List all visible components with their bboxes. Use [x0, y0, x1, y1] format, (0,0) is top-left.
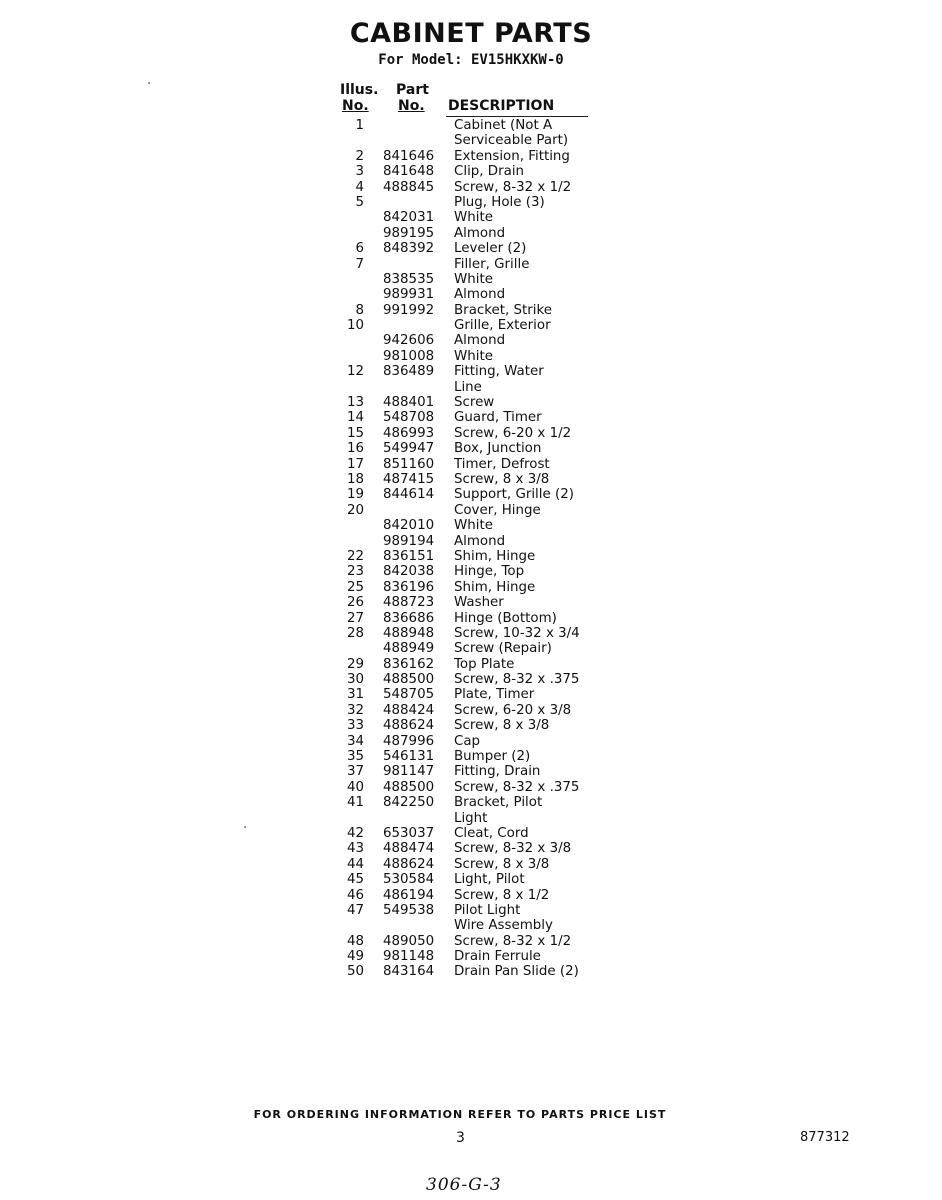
illus-no-cell: 37	[346, 764, 364, 780]
part-no-cell: 836162	[383, 656, 435, 672]
part-no-cell: 841646	[383, 148, 435, 164]
table-row	[336, 811, 596, 826]
illus-no-cell: 33	[346, 718, 364, 734]
table-row	[336, 672, 596, 687]
description-cell: Wire Assembly	[454, 918, 553, 934]
illus-no-cell: 25	[346, 579, 364, 595]
illus-no-cell: 49	[346, 949, 364, 965]
part-no-cell: 489050	[383, 933, 435, 949]
illus-no-cell: 43	[346, 841, 364, 857]
description-cell: Almond	[454, 225, 506, 241]
table-row	[336, 764, 596, 779]
table-header	[336, 82, 596, 118]
part-no-cell: 549947	[383, 441, 435, 457]
table-row	[336, 888, 596, 903]
description-cell: Shim, Hinge	[454, 548, 536, 564]
illus-no-cell: 7	[355, 256, 364, 272]
header-illus-no-label: No.	[342, 98, 369, 114]
description-cell: Hinge (Bottom)	[454, 610, 557, 626]
description-cell: Screw, 8 x 3/8	[454, 471, 550, 487]
part-no-cell: 836686	[383, 610, 435, 626]
table-row	[336, 226, 596, 241]
illus-no-cell: 12	[346, 364, 364, 380]
description-cell: Fitting, Water	[454, 364, 544, 380]
description-cell: Screw, 8-32 x 1/2	[454, 933, 572, 949]
description-cell: Almond	[454, 533, 506, 549]
illus-no-cell: 48	[346, 933, 364, 949]
illus-no-cell: 22	[346, 548, 364, 564]
header-part-no-label: No.	[398, 98, 425, 114]
table-row	[336, 595, 596, 610]
part-no-cell: 851160	[383, 456, 435, 472]
table-row	[336, 180, 596, 195]
description-cell: Guard, Timer	[454, 410, 542, 426]
description-cell: Shim, Hinge	[454, 579, 536, 595]
parts-table	[336, 82, 596, 980]
description-cell: Bracket, Strike	[454, 302, 553, 318]
illus-no-cell: 41	[346, 795, 364, 811]
description-cell: Plate, Timer	[454, 687, 535, 703]
description-cell: White	[454, 518, 493, 534]
part-no-cell: 488500	[383, 779, 435, 795]
illus-no-cell: 44	[346, 856, 364, 872]
part-no-cell: 989931	[383, 287, 435, 303]
description-cell: Plug, Hole (3)	[454, 194, 545, 210]
description-cell: Washer	[454, 595, 504, 611]
table-row	[336, 133, 596, 148]
illus-no-cell: 8	[355, 302, 364, 318]
table-row	[336, 918, 596, 933]
part-no-cell: 488624	[383, 856, 435, 872]
table-row	[336, 164, 596, 179]
table-row	[336, 580, 596, 595]
description-cell: Bumper (2)	[454, 749, 531, 765]
header-underline	[446, 116, 588, 117]
page-number: 3	[456, 1130, 465, 1146]
description-cell: Screw (Repair)	[454, 641, 552, 657]
illus-no-cell: 20	[346, 502, 364, 518]
part-no-cell: 488948	[383, 625, 435, 641]
table-row	[336, 611, 596, 626]
description-cell: Almond	[454, 333, 506, 349]
illus-no-cell: 10	[346, 318, 364, 334]
ordering-info-note: FOR ORDERING INFORMATION REFER TO PARTS PRICE LIST	[253, 1108, 667, 1121]
part-no-cell: 488723	[383, 595, 435, 611]
description-cell: Screw, 6-20 x 3/8	[454, 702, 572, 718]
description-cell: White	[454, 348, 493, 364]
part-no-cell: 836489	[383, 364, 435, 380]
table-row	[336, 657, 596, 672]
table-row	[336, 641, 596, 656]
table-row	[336, 333, 596, 348]
description-cell: Serviceable Part)	[454, 133, 569, 149]
table-row	[336, 780, 596, 795]
table-row	[336, 872, 596, 887]
table-row	[336, 287, 596, 302]
part-no-cell: 653037	[383, 825, 435, 841]
part-no-cell: 989195	[383, 225, 435, 241]
table-row	[336, 826, 596, 841]
table-row	[336, 272, 596, 287]
part-no-cell: 488949	[383, 641, 435, 657]
table-row	[336, 857, 596, 872]
table-row	[336, 472, 596, 487]
part-no-cell: 991992	[383, 302, 435, 318]
part-no-cell: 843164	[383, 964, 435, 980]
illus-no-cell: 18	[346, 471, 364, 487]
part-no-cell: 488500	[383, 672, 435, 688]
table-row	[336, 564, 596, 579]
illus-no-cell: 2	[355, 148, 364, 164]
table-row	[336, 534, 596, 549]
part-no-cell: 487996	[383, 733, 435, 749]
illus-no-cell: 40	[346, 779, 364, 795]
description-cell: Screw, 8 x 1/2	[454, 887, 550, 903]
table-row	[336, 949, 596, 964]
description-cell: Almond	[454, 287, 506, 303]
description-cell: Leveler (2)	[454, 241, 527, 257]
part-no-cell: 842250	[383, 795, 435, 811]
table-row	[336, 380, 596, 395]
description-cell: Cabinet (Not A	[454, 118, 553, 133]
part-no-cell: 842038	[383, 564, 435, 580]
part-no-cell: 942606	[383, 333, 435, 349]
table-row	[336, 934, 596, 949]
illus-no-cell: 5	[355, 194, 364, 210]
part-no-cell: 546131	[383, 749, 435, 765]
description-cell: Screw, 8 x 3/8	[454, 856, 550, 872]
illus-no-cell: 17	[346, 456, 364, 472]
table-row	[336, 457, 596, 472]
description-cell: White	[454, 271, 493, 287]
table-row	[336, 487, 596, 502]
part-no-cell: 548708	[383, 410, 435, 426]
part-no-cell: 981148	[383, 949, 435, 965]
header-part-label: Part	[396, 82, 429, 98]
page-title: CABINET PARTS	[349, 18, 593, 49]
description-cell: Bracket, Pilot	[454, 795, 543, 811]
part-no-cell: 530584	[383, 872, 435, 888]
part-no-cell: 844614	[383, 487, 435, 503]
illus-no-cell: 47	[346, 902, 364, 918]
description-cell: Screw, 8-32 x .375	[454, 672, 580, 688]
table-row	[336, 410, 596, 425]
description-cell: Light, Pilot	[454, 872, 525, 888]
description-cell: Screw, 6-20 x 1/2	[454, 425, 572, 441]
description-cell: Drain Ferrule	[454, 949, 541, 965]
table-row	[336, 441, 596, 456]
table-row	[336, 734, 596, 749]
table-row	[336, 395, 596, 410]
description-cell: Extension, Fitting	[454, 148, 570, 164]
illus-no-cell: 45	[346, 872, 364, 888]
description-cell: Box, Junction	[454, 441, 542, 457]
illus-no-cell: 14	[346, 410, 364, 426]
table-row	[336, 210, 596, 225]
illus-no-cell: 1	[355, 118, 364, 133]
illus-no-cell: 3	[355, 164, 364, 180]
scan-speck	[148, 82, 150, 84]
table-row	[336, 118, 596, 133]
description-cell: Fitting, Drain	[454, 764, 541, 780]
description-cell: Screw, 8 x 3/8	[454, 718, 550, 734]
table-row	[336, 195, 596, 210]
illus-no-cell: 29	[346, 656, 364, 672]
part-no-cell: 488474	[383, 841, 435, 857]
table-row	[336, 303, 596, 318]
description-cell: Timer, Defrost	[454, 456, 550, 472]
illus-no-cell: 35	[346, 749, 364, 765]
illus-no-cell: 31	[346, 687, 364, 703]
table-row	[336, 903, 596, 918]
part-no-cell: 836196	[383, 579, 435, 595]
table-body	[336, 118, 596, 980]
document-number: 877312	[800, 1130, 850, 1145]
table-row	[336, 241, 596, 256]
illus-no-cell: 42	[346, 825, 364, 841]
illus-no-cell: 6	[355, 241, 364, 257]
illus-no-cell: 15	[346, 425, 364, 441]
header-description-label: DESCRIPTION	[448, 98, 555, 114]
table-row	[336, 426, 596, 441]
illus-no-cell: 26	[346, 595, 364, 611]
table-row	[336, 257, 596, 272]
description-cell: Screw, 8-32 x 3/8	[454, 841, 572, 857]
illus-no-cell: 34	[346, 733, 364, 749]
part-no-cell: 486194	[383, 887, 435, 903]
description-cell: Filler, Grille	[454, 256, 530, 272]
part-no-cell: 848392	[383, 241, 435, 257]
description-cell: Clip, Drain	[454, 164, 525, 180]
part-no-cell: 838535	[383, 271, 435, 287]
part-no-cell: 488845	[383, 179, 435, 195]
illus-no-cell: 30	[346, 672, 364, 688]
description-cell: Light	[454, 810, 488, 826]
description-cell: Screw	[454, 395, 495, 411]
part-no-cell: 486993	[383, 425, 435, 441]
table-row	[336, 703, 596, 718]
part-no-cell: 842031	[383, 210, 435, 226]
description-cell: Screw, 8-32 x 1/2	[454, 179, 572, 195]
table-row	[336, 349, 596, 364]
part-no-cell: 548705	[383, 687, 435, 703]
illus-no-cell: 19	[346, 487, 364, 503]
part-no-cell: 488624	[383, 718, 435, 734]
part-no-cell: 842010	[383, 518, 435, 534]
scan-speck	[244, 826, 246, 828]
part-no-cell: 487415	[383, 471, 435, 487]
description-cell: Top Plate	[454, 656, 515, 672]
table-row	[336, 718, 596, 733]
description-cell: Pilot Light	[454, 902, 521, 918]
description-cell: Cap	[454, 733, 481, 749]
part-no-cell: 841648	[383, 164, 435, 180]
table-row	[336, 795, 596, 810]
illus-no-cell: 16	[346, 441, 364, 457]
part-no-cell: 981147	[383, 764, 435, 780]
part-no-cell: 549538	[383, 902, 435, 918]
table-row	[336, 841, 596, 856]
description-cell: Cleat, Cord	[454, 825, 529, 841]
description-cell: Hinge, Top	[454, 564, 525, 580]
part-no-cell: 981008	[383, 348, 435, 364]
model-subtitle: For Model: EV15HKXKW-0	[378, 52, 564, 68]
table-row	[336, 749, 596, 764]
table-row	[336, 687, 596, 702]
description-cell: Screw, 8-32 x .375	[454, 779, 580, 795]
description-cell: Grille, Exterior	[454, 318, 551, 334]
illus-no-cell: 13	[346, 395, 364, 411]
part-no-cell: 989194	[383, 533, 435, 549]
table-row	[336, 503, 596, 518]
table-row	[336, 626, 596, 641]
illus-no-cell: 50	[346, 964, 364, 980]
handwritten-note: 306-G-3	[426, 1175, 502, 1195]
illus-no-cell: 27	[346, 610, 364, 626]
table-row	[336, 518, 596, 533]
description-cell: White	[454, 210, 493, 226]
part-no-cell: 488401	[383, 395, 435, 411]
table-row	[336, 964, 596, 979]
illus-no-cell: 4	[355, 179, 364, 195]
illus-no-cell: 28	[346, 625, 364, 641]
description-cell: Line	[454, 379, 482, 395]
description-cell: Cover, Hinge	[454, 502, 541, 518]
table-row	[336, 364, 596, 379]
part-no-cell: 488424	[383, 702, 435, 718]
description-cell: Drain Pan Slide (2)	[454, 964, 579, 980]
illus-no-cell: 46	[346, 887, 364, 903]
table-row	[336, 149, 596, 164]
description-cell: Screw, 10-32 x 3/4	[454, 625, 580, 641]
illus-no-cell: 23	[346, 564, 364, 580]
table-row	[336, 318, 596, 333]
header-illus-label: Illus.	[340, 82, 379, 98]
description-cell: Support, Grille (2)	[454, 487, 574, 503]
part-no-cell: 836151	[383, 548, 435, 564]
table-row	[336, 549, 596, 564]
illus-no-cell: 32	[346, 702, 364, 718]
